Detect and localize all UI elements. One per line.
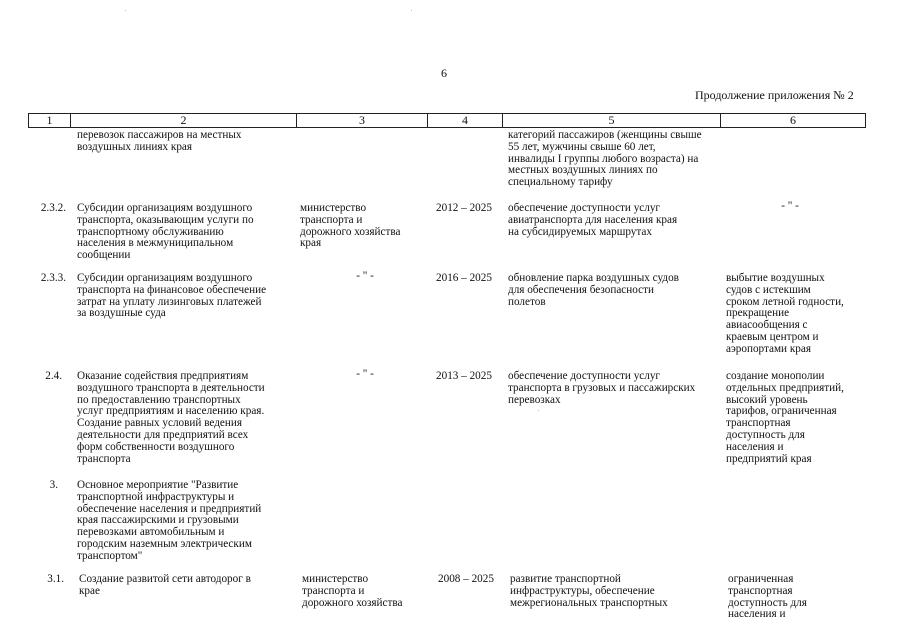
row-responsible: министерство транспорта и дорожного хозяйства xyxy=(302,573,403,609)
header-col-2: 2 xyxy=(71,114,297,127)
row-number: 2.3.3. xyxy=(40,272,66,284)
row-consequences: создание монополии отдельных предприятий, высокий уровень тарифов, ограниченная транспортная доступность для населения и предприятий края xyxy=(726,370,844,465)
row-consequences: ограниченная транспортная доступность для населения и xyxy=(728,573,807,621)
header-col-5: 5 xyxy=(503,114,721,127)
continuation-caption: Продолжение приложения № 2 xyxy=(695,88,854,102)
page-number: 6 xyxy=(441,66,447,80)
row-item-name: Субсидии организациям воздушного транспорта, оказывающим услуги по транспортному обслуживанию населения в межмуниципальном сообщении xyxy=(77,202,254,262)
row-number: 2.4. xyxy=(45,370,62,382)
row-item-name: перевозок пассажиров на местных воздушных линиях края xyxy=(77,129,242,153)
row-item-name: Основное мероприятие "Развитие транспортной инфраструктуры и обеспечение населения и предприятий края пассажирскими и грузовыми перевозками автомобильным и городским наземным электрическим транспортом" xyxy=(77,479,262,562)
row-item-name: Субсидии организациям воздушного транспорта на финансовое обеспечение затрат на уплату лизинговых платежей за воздушные суда xyxy=(77,272,267,320)
table-header xyxy=(28,113,866,128)
header-col-1: 1 xyxy=(29,114,71,127)
row-number: 2.3.2. xyxy=(40,202,66,214)
row-item-name: Оказание содействия предприятиям воздушного транспорта в деятельности по предоставлению транспортных услуг предприятиям и населению края. Создание равных условий ведения деятельности для предприятий всех форм собственности воздушного транспорта xyxy=(77,370,265,465)
row-period: 2012 – 2025 xyxy=(436,202,492,214)
header-col-4: 4 xyxy=(428,114,503,127)
header-col-3: 3 xyxy=(297,114,428,127)
row-responsible: - " - xyxy=(356,270,374,282)
row-number: 3.1. xyxy=(47,573,64,585)
row-item-name: Создание развитой сети автодорог в крае xyxy=(79,573,251,597)
row-consequences: выбытие воздушных судов с истекшим сроком летной годности, прекращение авиасообщения с краевым центром и аэропортами края xyxy=(726,272,844,355)
row-period: 2013 – 2025 xyxy=(436,370,492,382)
row-expected-result: развитие транспортной инфраструктуры, обеспечение межрегиональных транспортных xyxy=(510,573,668,609)
row-period: 2016 – 2025 xyxy=(436,272,492,284)
row-expected-result: обеспечение доступности услуг авиатранспорта для населения края на субсидируемых маршрутах xyxy=(508,202,678,238)
row-expected-result: категорий пассажиров (женщины свыше 55 лет, мужчины свыше 60 лет, инвалиды I группы любого возраста) на местных воздушных линиях по специальному тарифу xyxy=(508,129,702,189)
header-col-6: 6 xyxy=(790,113,796,127)
scan-speck xyxy=(125,10,126,11)
scan-speck xyxy=(411,10,412,11)
row-number: 3. xyxy=(49,479,58,491)
row-responsible: - " - xyxy=(356,368,374,380)
row-responsible: министерство транспорта и дорожного хозяйства края xyxy=(300,202,401,250)
row-consequences: - " - xyxy=(781,200,799,212)
row-period: 2008 – 2025 xyxy=(438,573,494,585)
row-expected-result: обновление парка воздушных судов для обеспечения безопасности полетов xyxy=(508,272,679,308)
scan-speck xyxy=(538,410,539,411)
row-expected-result: обеспечение доступности услуг транспорта в грузовых и пассажирских перевозках xyxy=(508,370,696,406)
